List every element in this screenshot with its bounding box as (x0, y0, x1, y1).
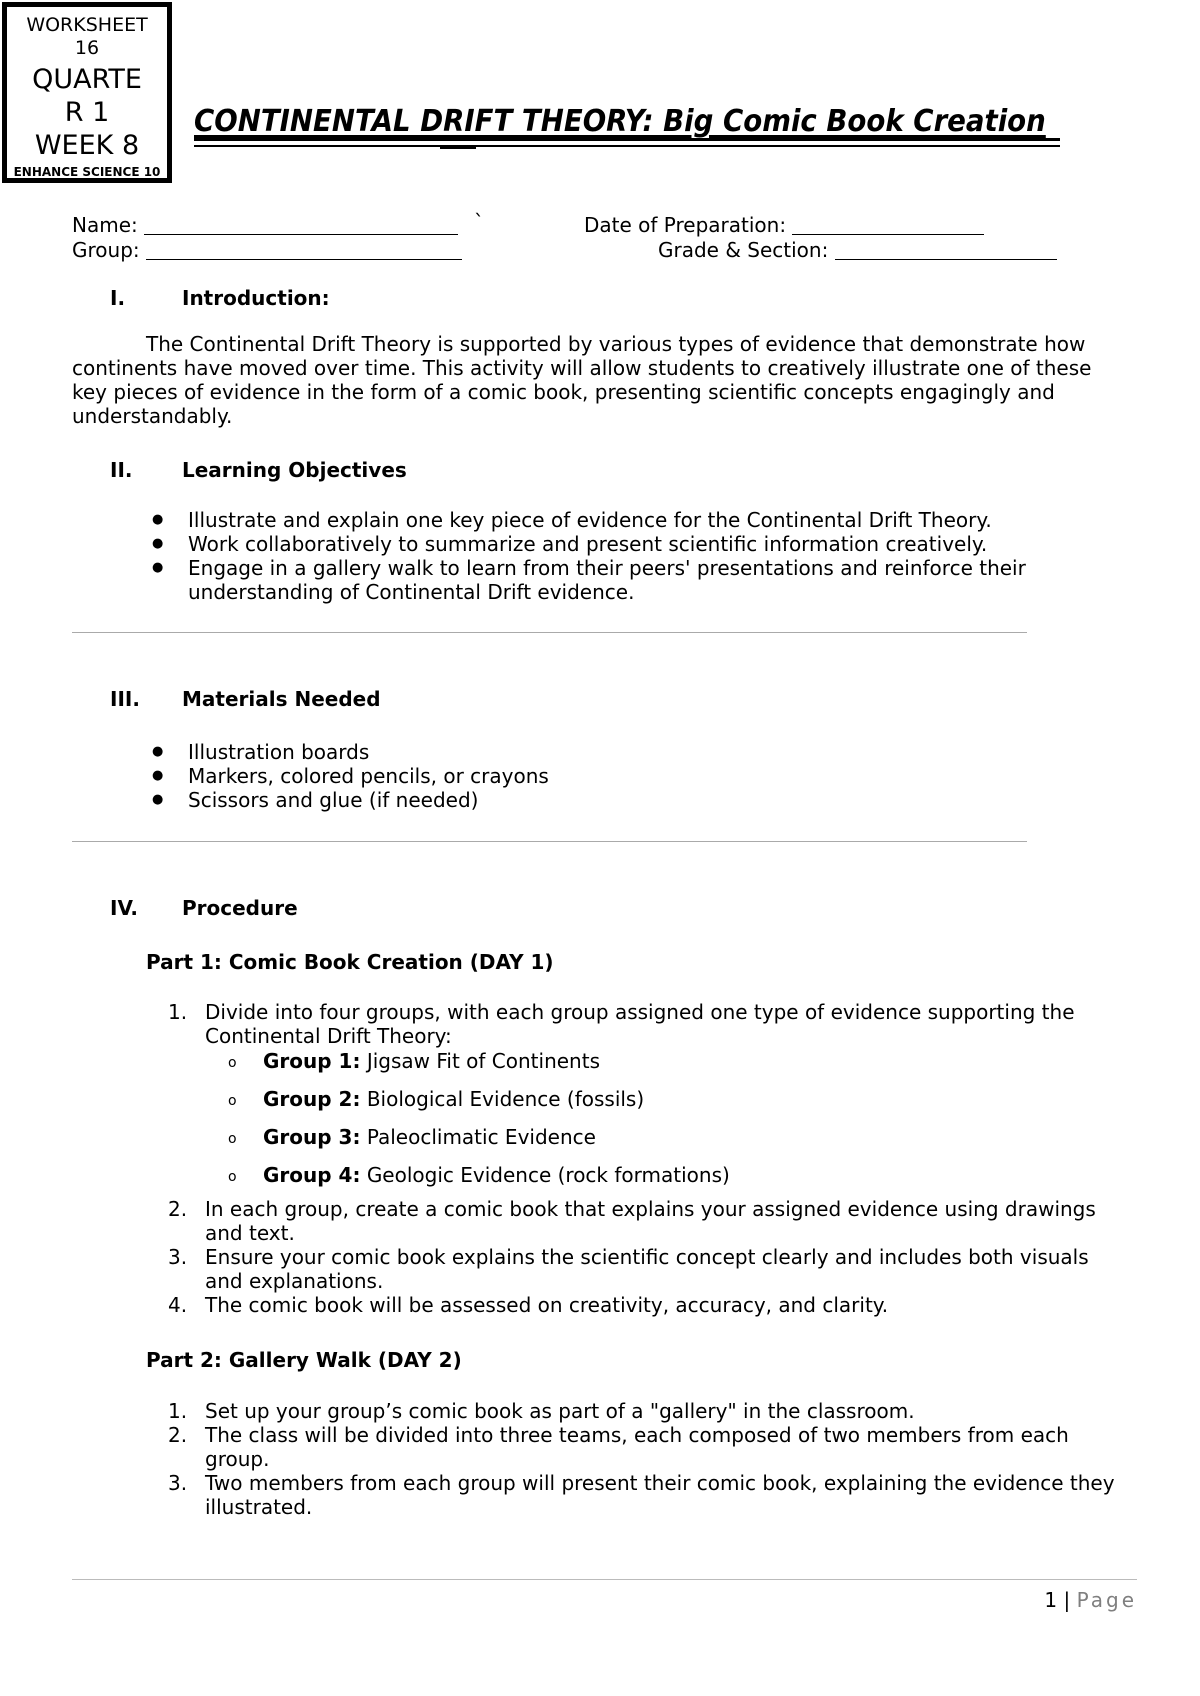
section-materials-heading (110, 687, 381, 711)
section-divider (72, 632, 1027, 633)
grade-section-input-line[interactable] (835, 259, 1057, 260)
section-divider (72, 841, 1027, 842)
group-evidence: Geologic Evidence (rock formations) (366, 1163, 730, 1187)
section-title: Learning Objectives (182, 458, 407, 482)
document-title: CONTINENTAL DRIFT THEORY: Big Comic Book Creation (194, 104, 1046, 139)
list-item: ● Engage in a gallery walk to learn from their peers' presentations and reinforce their understanding of Continental Drift evidence. (148, 556, 1068, 604)
footer-separator: | (1063, 1588, 1071, 1612)
list-item: ● Illustrate and explain one key piece of evidence for the Continental Drift Theory. (148, 508, 1068, 532)
part1-step-1 (148, 1000, 1128, 1048)
step-number: 1. (168, 1000, 188, 1024)
list-item: ● Scissors and glue (if needed) (148, 788, 1068, 812)
quarter-line-1: QUARTE (32, 64, 142, 95)
quarter-line-2: R 1 (64, 97, 110, 128)
group-input-line[interactable] (146, 259, 462, 260)
worksheet-label-box (2, 2, 172, 183)
group-label: Group 4: (263, 1163, 361, 1187)
group-label: Group: (72, 238, 140, 262)
list-item (148, 1399, 1128, 1423)
page-number: 1 (1044, 1588, 1058, 1612)
date-label: Date of Preparation: (584, 213, 787, 237)
grade-section-label: Grade & Section: (658, 238, 829, 262)
page-label: Page (1076, 1588, 1137, 1612)
subject-label: ENHANCE SCIENCE 10 (13, 165, 161, 179)
section-introduction-heading (110, 286, 330, 310)
list-item (148, 1049, 1128, 1087)
section-number: IV. (110, 896, 138, 920)
list-item (148, 1000, 1128, 1048)
group-label: Group 3: (263, 1125, 361, 1149)
group-evidence: Biological Evidence (fossils) (366, 1087, 645, 1111)
section-title: Materials Needed (182, 687, 381, 711)
step-text: Ensure your comic book explains the scientific concept clearly and includes both visuals and explanations. (205, 1245, 1089, 1293)
group-field (72, 238, 462, 262)
step-text: In each group, create a comic book that explains your assigned evidence using drawings and text. (205, 1197, 1096, 1245)
circle-bullet-icon: o (228, 1131, 237, 1147)
circle-bullet-icon: o (228, 1055, 237, 1071)
group-evidence: Jigsaw Fit of Continents (366, 1049, 600, 1073)
step-text: The comic book will be assessed on creativity, accuracy, and clarity. (205, 1293, 889, 1317)
materials-list (148, 740, 1068, 812)
section-objectives-heading (110, 458, 407, 482)
section-procedure-heading (110, 896, 298, 920)
list-item (148, 1423, 1128, 1471)
name-input-line[interactable] (144, 234, 458, 235)
date-field (584, 213, 984, 237)
list-item: ● Work collaboratively to summarize and present scientific information creatively. (148, 532, 1068, 556)
step-text: The class will be divided into three teams, each composed of two members from each group. (205, 1423, 1069, 1471)
group-label: Group 1: (263, 1049, 361, 1073)
introduction-paragraph: The Continental Drift Theory is supported by various types of evidence that demonstrate how continents have moved over time. This activity will allow students to creatively illustrate one of these key pieces of evidence in the form of a comic book, presenting scientific concepts engagingly and understandably. (72, 332, 1092, 428)
section-title: Introduction: (182, 286, 330, 310)
circle-bullet-icon: o (228, 1093, 237, 1109)
group-evidence: Paleoclimatic Evidence (366, 1125, 596, 1149)
page-footer (1044, 1588, 1137, 1612)
grade-section-field (658, 238, 1057, 262)
list-item (148, 1293, 1128, 1317)
date-input-line[interactable] (792, 234, 984, 235)
section-number: III. (110, 687, 140, 711)
step-number: 1. (168, 1399, 188, 1423)
section-number: I. (110, 286, 126, 310)
worksheet-title: WORKSHEET (26, 14, 148, 36)
step-number: 2. (168, 1423, 188, 1447)
title-rule (194, 138, 1060, 141)
group-label: Group 2: (263, 1087, 361, 1111)
step-text: Divide into four groups, with each group assigned one type of evidence supporting the Continental Drift Theory: (205, 1000, 1075, 1048)
part2-heading: Part 2: Gallery Walk (DAY 2) (146, 1348, 462, 1372)
name-label: Name: (72, 213, 138, 237)
list-item: ● Markers, colored pencils, or crayons (148, 764, 1068, 788)
list-item (148, 1471, 1128, 1519)
step-number: 3. (168, 1471, 188, 1495)
step-number: 2. (168, 1197, 188, 1221)
section-title: Procedure (182, 896, 298, 920)
section-number: II. (110, 458, 133, 482)
list-item (148, 1163, 1128, 1201)
list-item (148, 1245, 1128, 1293)
list-item: ● Illustration boards (148, 740, 1068, 764)
step-text: Two members from each group will present their comic book, explaining the evidence they illustrated. (205, 1471, 1115, 1519)
part1-steps-list (148, 1197, 1128, 1317)
circle-bullet-icon: o (228, 1169, 237, 1185)
step-text: Set up your group’s comic book as part of a "gallery" in the classroom. (205, 1399, 915, 1423)
week-label: WEEK 8 (34, 130, 140, 161)
evidence-groups-list (148, 1049, 1128, 1201)
worksheet-number: 16 (74, 37, 100, 59)
list-item (148, 1125, 1128, 1163)
objectives-list (148, 508, 1068, 604)
footer-rule (72, 1579, 1137, 1580)
list-item (148, 1087, 1128, 1125)
name-field (72, 213, 458, 237)
title-rule-double (194, 145, 1060, 147)
step-number: 4. (168, 1293, 188, 1317)
step-number: 3. (168, 1245, 188, 1269)
part1-heading: Part 1: Comic Book Creation (DAY 1) (146, 950, 554, 974)
title-rule-mark (440, 146, 476, 149)
list-item (148, 1197, 1128, 1245)
part2-steps-list (148, 1399, 1128, 1519)
backtick-mark: ` (474, 210, 484, 234)
